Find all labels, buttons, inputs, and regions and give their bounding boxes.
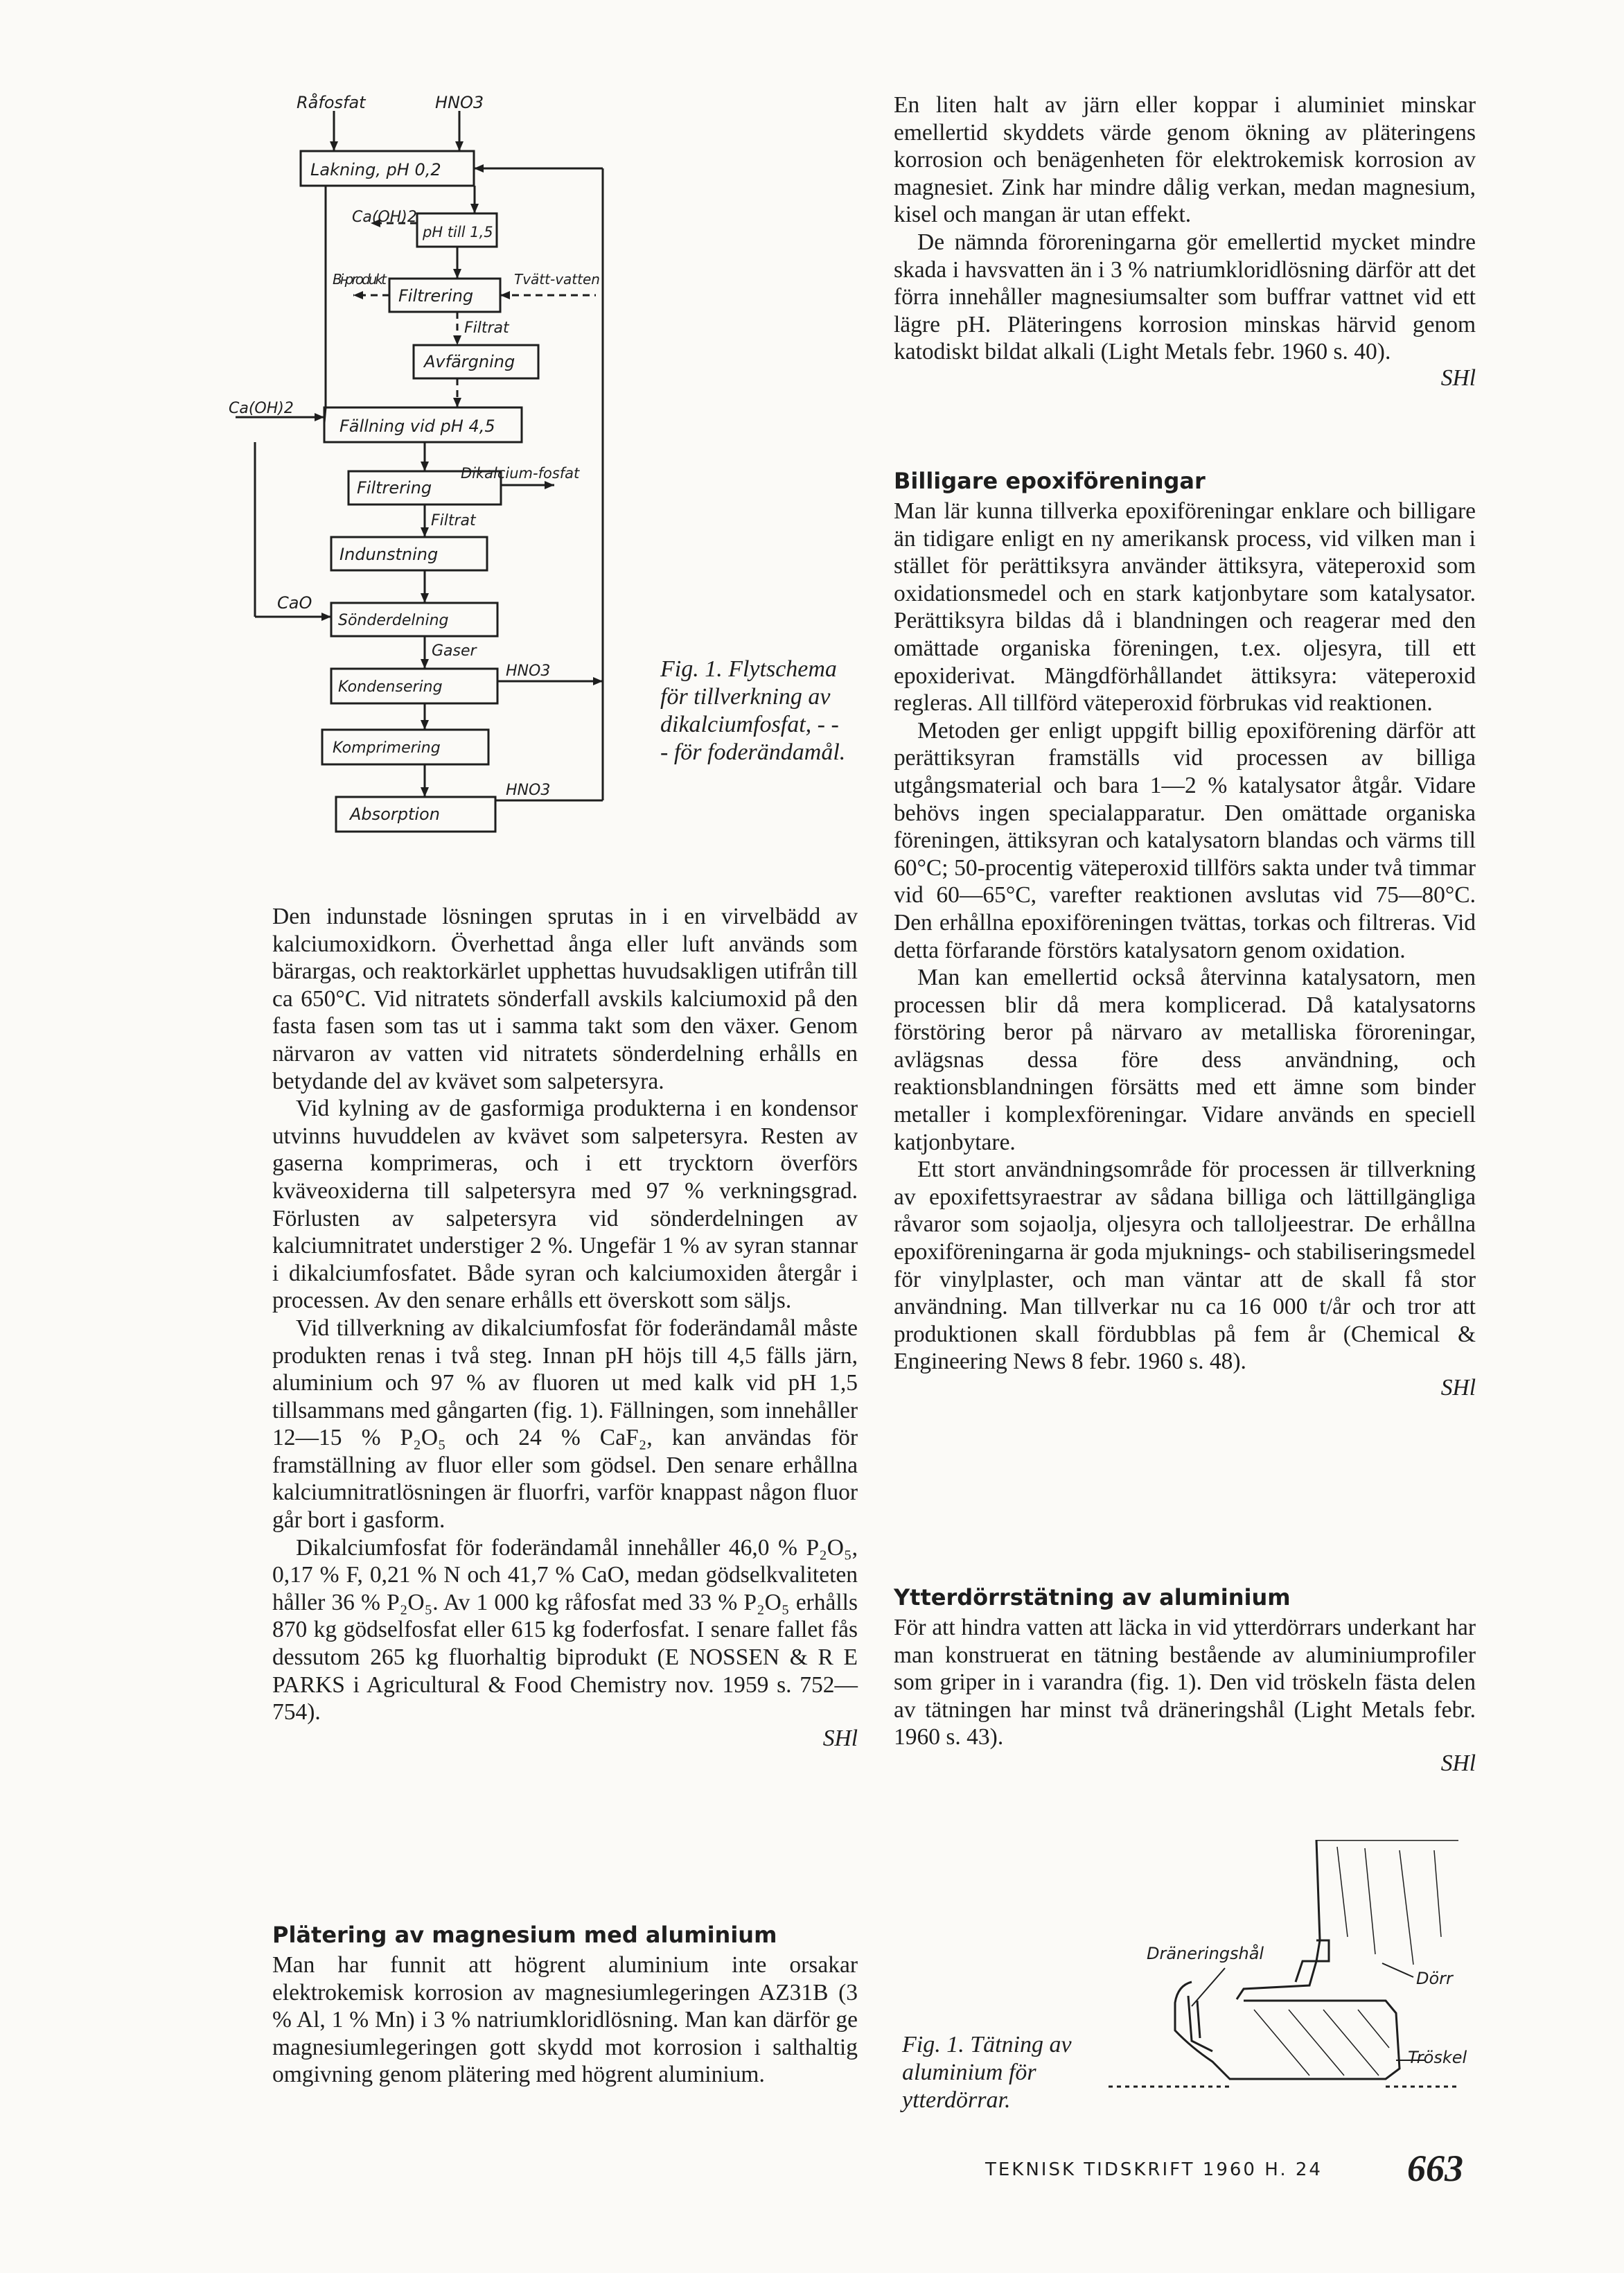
- platering-heading: Plätering av magnesium med aluminium: [272, 1922, 777, 1948]
- step-filtrering-2-label: Filtrering: [357, 478, 432, 498]
- input-rafosfat: Råfosfat: [297, 93, 366, 112]
- epoxi-paragraph: Metoden ger enligt uppgift billig epoxiförening därför att perättiksyran framställs vid processen av billiga utgångsmaterial och bara 1—2 % katalysator åtgår. Vidare behövs ingen specialapparatur. Den omättade organiska föreningen, ättiksyran och katalysatorn blandas och värms till 60°C; 50-procentig väteperoxid tillförs sakta under två timmar vid 60—65°C, varefter reaktionen avslutas vid 75—80°C. Den erhållna epoxiföreningen tvättas, torkas och filtreras. Vid detta förfarande förstörs katalysatorn genom oxidation.: [894, 717, 1476, 963]
- epoxi-paragraph: Man lär kunna tillverka epoxiföreningar enklare och billigare än tidigare enligt en ny amerikansk process, vid vilken man i stället för perättiksyra använder ättiksyra, väteperoxid som oxidationsmedel och en stark katjonbytare som katalysator. Perättiksyra bildas då i blandningen och reagerar med den omättade organiska föreningen, t.ex. oljesyra, till ett epoxiderivat. Mängdförhållandet ättiksyra: väteperoxid regleras. All tillförd väteperoxid förbrukas vid reaktionen.: [894, 498, 1476, 717]
- step-ph-till-label: pH till 1,5: [423, 224, 493, 240]
- right-intro-paragraph: De nämnda föroreningarna gör emellertid mycket mindre skada i havsvatten än i 3 % natriumkloridlösning därför att det förra innehåller magnesiumsalter som buffrar vattnet vid ett lägre pH. Pläteringens korrosion minskas härvid genom katodiskt bildat alkali (Light Metals febr. 1960 s. 40).: [894, 229, 1476, 365]
- step-absorption-label: Absorption: [350, 805, 440, 824]
- left-paragraph: Den indunstade lösningen sprutas in i en virvelbädd av kalciumoxidkorn. Överhettad ånga eller luft används som bärargas, och reaktorkärlet upphettas huvudsakligen utifrån till ca 650°C. Vid nitratets sönderfall avskils kalciumoxid på den fasta fasen som tas ut i samma takt som den växer. Genom närvaron av vatten vid nitratets sönderdelning erhålls en betydande del av kvävet som salpetersyra.: [272, 904, 858, 1094]
- label-cao: CaO: [277, 593, 312, 613]
- platering-article: [272, 1921, 858, 2089]
- left-paragraph: Vid kylning av de gasformiga produkterna i en kondensor utvinns huvuddelen av kvävet som salpetersyra. Resten av gaserna komprimeras, och i ett trycktorn överförs kväveoxiderna till salpetersyra med 97 % verkningsgrad. Förlusten av salpetersyra vid sönderdelningen av kalciumnitratet understiger 2 %. Ungefär 1 % av syran stannar i dikalciumfosfatet. Både syran och kalciumoxiden återgår i processen. Av den senare erhålls ett överskott som säljs.: [272, 1096, 858, 1314]
- epoxi-article: [894, 467, 1476, 1402]
- ytter-article: [894, 1583, 1476, 1778]
- label-dikalciumfosfat: Dikalcium-fosfat: [461, 465, 580, 482]
- ytter-signature: SHl: [1440, 1750, 1476, 1776]
- label-caoh2-top: Ca(OH)2: [352, 209, 417, 226]
- right-intro-signature: SHl: [1440, 365, 1476, 391]
- label-hno3-abs: HNO3: [506, 782, 551, 799]
- label-dorr: Dörr: [1416, 1969, 1453, 1988]
- input-hno3: HNO3: [435, 93, 484, 112]
- platering-paragraph: Man har funnit att högrent aluminium inte orsakar elektrokemisk korrosion av magnesiumlegeringen AZ31B (3 % Al, 1 % Mn) i 3 % natriumkloridlösning. Man kan därför ge magnesiumlegeringen gott skydd mot korrosion i salthaltig omgivning genom plätering med högrent aluminium.: [272, 1952, 858, 2088]
- step-komprimering-label: Komprimering: [333, 739, 441, 757]
- epoxi-paragraph: Man kan emellertid också återvinna katalysatorn, men processen blir då mera komplicerad. Då katalysatorns förstöring beror på närvaro av metalliska föroreningar, avlägsnas dessa före dess användning, och reaktionsblandningen försätts med ett ämne som binder metaller i komplexföreningar. Vidare används en speciell katjonbytare.: [894, 965, 1476, 1155]
- page-number: 663: [1407, 2148, 1463, 2189]
- label-gaser: Gaser: [432, 642, 477, 660]
- door-seal-figure: [1109, 1840, 1469, 2131]
- right-intro-paragraph: En liten halt av järn eller koppar i aluminiet minskar emellertid skyddets värde genom ökning av pläteringens korrosion och benägenheten för elektrokemisk korrosion av magnesiet. Zink har mindre dålig verkan, medan magnesium, kisel och mangan är utan effekt.: [894, 92, 1476, 228]
- step-lakning-label: Lakning, pH 0,2: [310, 160, 441, 179]
- label-hno3-kond: HNO3: [506, 662, 551, 680]
- step-kondensering-label: Kondensering: [338, 678, 443, 696]
- ytter-heading: Ytterdörrstätning av aluminium: [894, 1584, 1291, 1611]
- left-article: [272, 903, 858, 1752]
- step-filtrering-1-label: Filtrering: [398, 286, 474, 306]
- flowchart: [229, 76, 658, 845]
- label-draneringshal: Dräneringshål: [1147, 1944, 1264, 1963]
- label-caoh2-left: Ca(OH)2: [229, 400, 294, 417]
- right-intro: [894, 91, 1476, 392]
- fig2-caption: Fig. 1. Tätning av aluminium för ytterdörrar.: [902, 2032, 1072, 2113]
- step-avfargning-label: Avfärgning: [424, 352, 515, 371]
- left-paragraph: Vid tillverkning av dikalciumfosfat för foderändamål måste produkten renas i två steg. Innan pH höjs till 4,5 fälls järn, aluminium och 97 % av fluoren ut med kalk vid pH 1,5 tillsammans med gångarten (fig. 1). Fällningen, som innehåller 12—15 % P₂O₅ och 24 % CaF₂, kan användas för framställning av fluor eller som gödsel. Den senare erhållna kalciumnitratlösningen är fluorfri, varför knappast någon fluor går bort i gasform.: [272, 1315, 858, 1534]
- journal-name: TEKNISK TIDSKRIFT 1960 H. 24: [985, 2159, 1323, 2180]
- label-tvattvatten: Tvätt-vatten: [514, 271, 600, 288]
- epoxi-paragraph: Ett stort användningsområde för processen är tillverkning av epoxifettsyraestrar av sådana billiga och lättillgängliga råvaror som sojaolja, oljesyra och talloljeestrar. De erhållna epoxiföreningarna är goda mjuknings- och stabiliseringsmedel för vinylplaster, och man väntar att de skall få stor användning. Man tillverkar nu ca 16 000 t/år och tror att produktionen skall fördubblas på fem år (Chemical & Engineering News 8 febr. 1960 s. 48).: [894, 1157, 1476, 1375]
- label-biprodukt: Bi-produkt: [333, 271, 387, 288]
- label-filtrat-1: Filtrat: [464, 319, 509, 337]
- fig1-caption: Fig. 1. Flytschema för tillverkning av dikalciumfosfat, - - - för foderändamål.: [660, 656, 846, 765]
- left-signature: SHl: [822, 1725, 858, 1751]
- page-footer: [985, 2150, 1463, 2191]
- step-fallning-label: Fällning vid pH 4,5: [339, 416, 495, 436]
- epoxi-signature: SHl: [1440, 1375, 1476, 1401]
- left-paragraph: Dikalciumfosfat för foderändamål innehåller 46,0 % P₂O₅, 0,17 % F, 0,21 % N och 41,7 % CaO, medan gödselkvaliteten håller 36 % P₂O₅. Av 1 000 kg råfosfat med 33 % P₂O₅ erhålls 870 kg gödselfosfat eller 615 kg foderfosfat. I senare fallet fås dessutom 265 kg fluorhaltig biprodukt (E NOSSEN & R E PARKS i Agricultural & Food Chemistry nov. 1959 s. 752—754).: [272, 1534, 858, 1726]
- step-indunstning-label: Indunstning: [339, 545, 439, 564]
- label-filtrat-2: Filtrat: [431, 512, 476, 529]
- ytter-paragraph: För att hindra vatten att läcka in vid ytterdörrars underkant har man konstruerat en tätning bestående av aluminiumprofiler som griper in i varandra (fig. 1). Den vid tröskeln fästa delen av tätningen har minst två dräneringshål (Light Metals febr. 1960 s. 43).: [894, 1615, 1476, 1750]
- epoxi-heading: Billigare epoxiföreningar: [894, 468, 1206, 494]
- label-troskel: Tröskel: [1408, 2048, 1467, 2067]
- step-sonderdelning-label: Sönderdelning: [338, 612, 449, 629]
